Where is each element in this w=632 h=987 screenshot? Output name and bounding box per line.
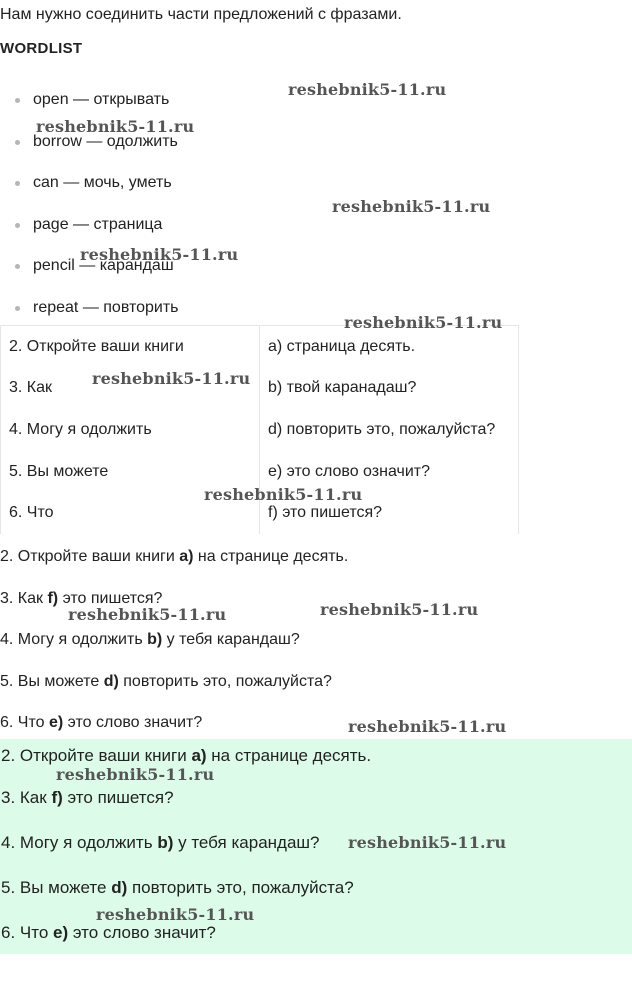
watermark: reshebnik5-11.ru [344,313,503,332]
watermark: reshebnik5-11.ru [36,117,195,136]
sentence-start-cell: 3. Как [1,368,260,410]
sentence-start-cell: 2. Откройте ваши книги [1,326,260,368]
answer-line: 2. Откройте ваши книги a) на странице десять. [1,746,372,765]
bullet-icon [15,140,20,145]
wordlist-title: WORDLIST [0,40,83,57]
sentence-end-cell: d) повторить это, пожалуйста? [260,409,519,451]
table-row [1,409,519,451]
table-row [1,368,519,410]
answer-line: 6. Что e) это слово значит? [1,923,216,942]
answer-line: 5. Вы можете d) повторить это, пожалуйста? [1,878,354,897]
sentence-start-cell: 4. Могу я одолжить [1,409,260,451]
sentence-end-cell: b) твой каранадаш? [260,368,519,410]
bullet-icon [15,264,20,269]
sentence-end-cell: e) это слово означит? [260,451,519,493]
answer-line: 4. Могу я одолжить b) у тебя карандаш? [0,631,300,648]
watermark: reshebnik5-11.ru [92,369,251,388]
wordlist-item: repeat — повторить [0,294,179,336]
bullet-icon [15,98,20,103]
bullet-icon [15,223,20,228]
watermark: reshebnik5-11.ru [320,600,479,619]
sentence-start-cell: 5. Вы можете [1,451,260,493]
watermark: reshebnik5-11.ru [348,717,507,736]
watermark: reshebnik5-11.ru [56,765,215,784]
watermark: reshebnik5-11.ru [80,245,239,264]
sentence-end-cell: f) это пишется? [260,492,519,534]
wordlist-item: pencil — карандаш [0,252,179,294]
answer-line: 6. Что e) это слово значит? [0,714,203,731]
answers-list [0,544,632,752]
sentence-start-cell: 6. Что [1,492,260,534]
sentence-end-cell: a) страница десять. [260,326,519,368]
answer-line: 2. Откройте ваши книги a) на странице десять. [0,548,349,565]
bullet-icon [15,306,20,311]
watermark: reshebnik5-11.ru [204,485,363,504]
wordlist-item: borrow — одолжить [0,128,179,170]
watermark: reshebnik5-11.ru [68,605,227,624]
answer-line: 3. Как f) это пишется? [0,589,163,607]
answer-line: 3. Как f) это пишется? [1,788,174,807]
watermark: reshebnik5-11.ru [288,80,447,99]
watermark: reshebnik5-11.ru [332,197,491,216]
wordlist-item: can — мочь, уметь [0,169,179,211]
intro-text: Нам нужно соединить части предложений с фразами. [0,6,402,23]
wordlist-item: open — открывать [0,86,179,128]
watermark: reshebnik5-11.ru [96,905,255,924]
answer-line: 5. Вы можете d) повторить это, пожалуйста? [0,672,332,690]
bullet-icon [15,181,20,186]
answer-line: 4. Могу я одолжить b) у тебя карандаш? [1,833,320,852]
watermark: reshebnik5-11.ru [348,833,507,852]
wordlist-item: page — страница [0,211,179,253]
